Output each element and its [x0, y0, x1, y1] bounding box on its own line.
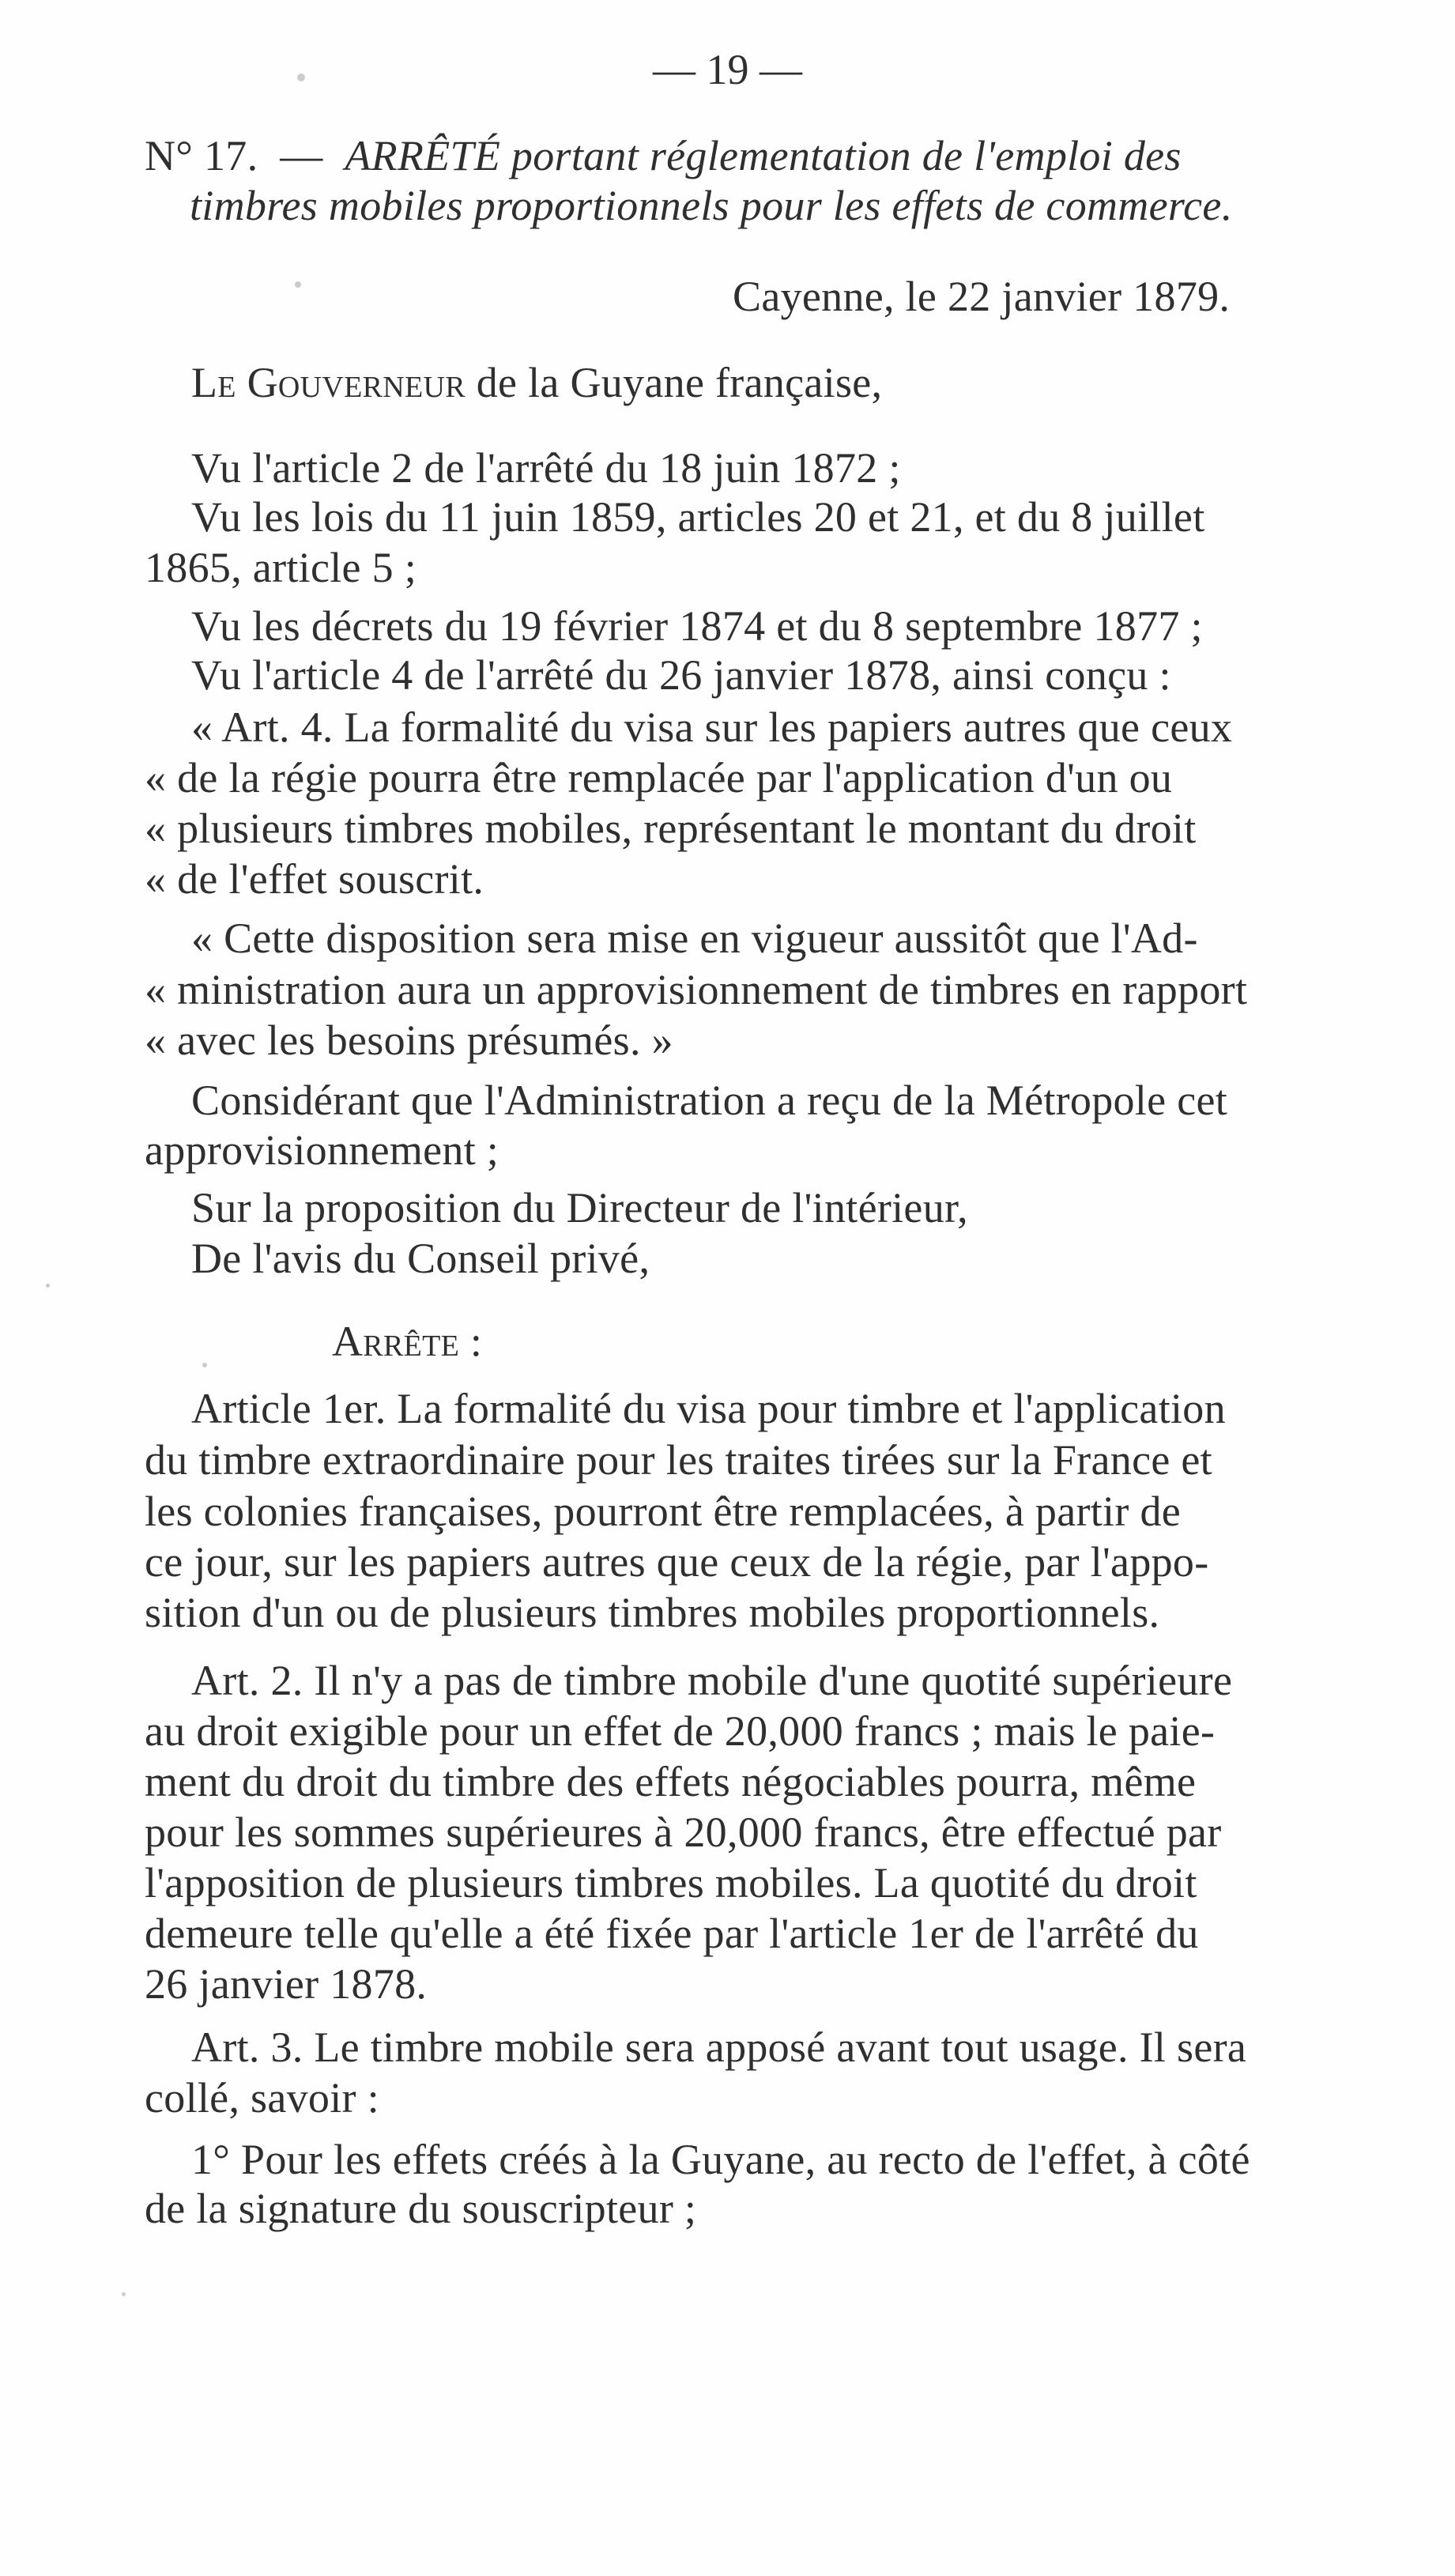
- recital-line: Sur la proposition du Directeur de l'intérieur,: [191, 1184, 968, 1231]
- article1-line: les colonies françaises, pourront être remplacées, à partir de: [145, 1488, 1182, 1535]
- paper-speck: [122, 2292, 126, 2296]
- paper-speck: [202, 1363, 207, 1367]
- quoted-line: « de l'effet souscrit.: [145, 855, 484, 903]
- quoted-line: « de la régie pourra être remplacée par l'application d'un ou: [145, 754, 1173, 801]
- article2-line: ment du droit du timbre des effets négociables pourra, même: [145, 1758, 1197, 1805]
- article3-line: Art. 3. Le timbre mobile sera apposé avant tout usage. Il sera: [191, 2023, 1247, 2071]
- article3-line: collé, savoir :: [145, 2074, 379, 2122]
- article3-line: de la signature du souscripteur ;: [145, 2185, 697, 2232]
- recital-line: approvisionnement ;: [145, 1126, 499, 1174]
- article3-line: 1° Pour les effets créés à la Guyane, au recto de l'effet, à côté: [191, 2136, 1250, 2183]
- consideration-line: Vu l'article 4 de l'arrêté du 26 janvier 1878, ainsi conçu :: [191, 651, 1171, 699]
- authority-rest: de la Guyane française,: [476, 359, 883, 406]
- article1-line: ce jour, sur les papiers autres que ceux de la régie, par l'appo-: [145, 1538, 1209, 1586]
- paper-speck: [46, 1284, 50, 1288]
- authority-label: Le Gouverneur: [191, 359, 466, 406]
- recital-line: Considérant que l'Administration a reçu de la Métropole cet: [191, 1077, 1228, 1124]
- quoted-line: « Cette disposition sera mise en vigueur aussitôt que l'Ad-: [191, 915, 1198, 962]
- article2-line: au droit exigible pour un effet de 20,000 francs ; mais le paie-: [145, 1707, 1216, 1755]
- page-number: — 19 —: [653, 46, 802, 93]
- article2-line: 26 janvier 1878.: [145, 1960, 428, 2008]
- recital-line: De l'avis du Conseil privé,: [191, 1235, 650, 1282]
- paper-speck: [295, 281, 301, 288]
- article2-line: l'apposition de plusieurs timbres mobiles. La quotité du droit: [145, 1859, 1197, 1907]
- quoted-line: « ministration aura un approvisionnement de timbres en rapport: [145, 966, 1248, 1013]
- consideration-line: Vu les décrets du 19 février 1874 et du 8 septembre 1877 ;: [191, 602, 1203, 650]
- quoted-line: « avec les besoins présumés. »: [145, 1016, 673, 1064]
- decree-dash: —: [280, 132, 323, 179]
- decree-title-line2: timbres mobiles proportionnels pour les effets de commerce.: [190, 182, 1233, 229]
- quoted-line: « plusieurs timbres mobiles, représentant le montant du droit: [145, 805, 1197, 852]
- article2-line: pour les sommes supérieures à 20,000 francs, être effectué par: [145, 1808, 1222, 1856]
- quoted-line: « Art. 4. La formalité du visa sur les papiers autres que ceux: [191, 703, 1233, 751]
- decree-title-line1: ARRÊTÉ portant réglementation de l'emploi des: [345, 132, 1182, 179]
- consideration-line: Vu l'article 2 de l'arrêté du 18 juin 1872 ;: [191, 444, 901, 492]
- place-date: Cayenne, le 22 janvier 1879.: [733, 273, 1231, 320]
- article1-line: Article 1er. La formalité du visa pour timbre et l'application: [191, 1385, 1226, 1432]
- article1-line: du timbre extraordinaire pour les traites tirées sur la France et: [145, 1436, 1212, 1484]
- article2-line: Art. 2. Il n'y a pas de timbre mobile d'une quotité supérieure: [191, 1657, 1233, 1704]
- enacting-formula: Arrête :: [332, 1318, 483, 1365]
- article1-line: sition d'un ou de plusieurs timbres mobiles proportionnels.: [145, 1589, 1160, 1636]
- decree-heading-line1: [145, 130, 1182, 181]
- article2-line: demeure telle qu'elle a été fixée par l'article 1er de l'arrêté du: [145, 1910, 1199, 1957]
- consideration-line: 1865, article 5 ;: [145, 544, 417, 591]
- consideration-line: Vu les lois du 11 juin 1859, articles 20 et 21, et du 8 juillet: [191, 493, 1205, 541]
- authority-line: [191, 357, 882, 408]
- decree-number: N° 17.: [145, 132, 258, 179]
- paper-speck: [297, 74, 305, 81]
